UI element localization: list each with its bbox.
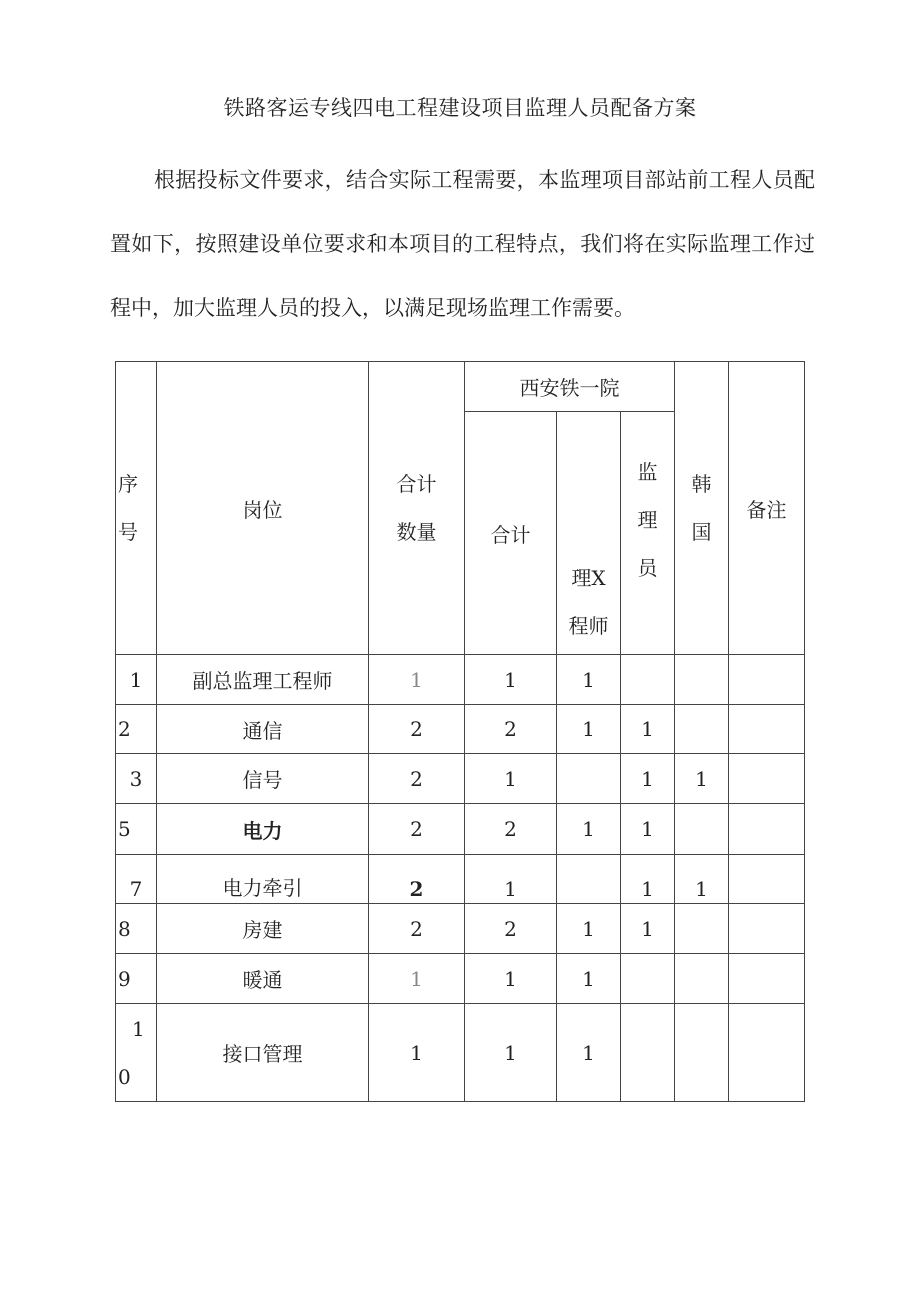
table-row — [116, 804, 805, 855]
header-row-1 — [116, 362, 805, 412]
row-sub-total: 1 — [465, 1004, 557, 1102]
row-remarks — [729, 705, 805, 754]
header-supervisor-line3: 员 — [637, 556, 658, 580]
row-seq-line1: 1 — [132, 1016, 145, 1041]
table-row — [116, 655, 805, 705]
row-seq: 9 — [116, 954, 157, 1004]
row-remarks — [729, 954, 805, 1004]
row-korea — [675, 655, 729, 705]
row-position: 电力 — [157, 804, 369, 855]
row-supervisor: 1 — [621, 855, 675, 904]
row-korea — [675, 804, 729, 855]
header-seq — [116, 362, 157, 655]
row-seq: 2 — [116, 705, 157, 754]
row-seq: 5 — [116, 804, 157, 855]
row-korea — [675, 904, 729, 954]
row-korea: 1 — [675, 855, 729, 904]
header-group: 西安铁一院 — [465, 362, 675, 412]
row-seq — [116, 1004, 157, 1102]
header-supervisor-line2: 理 — [637, 508, 658, 532]
header-seq-line2: 号 — [118, 520, 138, 544]
header-korea-line1: 韩 — [691, 472, 712, 496]
row-remarks — [729, 655, 805, 705]
table-row — [116, 904, 805, 954]
row-seq: 7 — [116, 855, 157, 904]
header-supervisor — [621, 412, 675, 655]
row-total: 1 — [369, 1004, 465, 1102]
row-total: 2 — [369, 705, 465, 754]
row-total: 2 — [369, 754, 465, 804]
table-row — [116, 855, 805, 904]
row-seq: 1 — [116, 655, 157, 705]
row-total: 2 — [369, 855, 465, 904]
row-sub-total: 2 — [465, 804, 557, 855]
row-korea — [675, 1004, 729, 1102]
row-position: 房建 — [157, 904, 369, 954]
row-remarks — [729, 904, 805, 954]
row-position: 通信 — [157, 705, 369, 754]
row-korea — [675, 705, 729, 754]
row-position: 暖通 — [157, 954, 369, 1004]
row-position: 电力牵引 — [157, 855, 369, 904]
row-seq-line2: 0 — [118, 1064, 131, 1089]
row-remarks — [729, 855, 805, 904]
row-engineer: 1 — [557, 954, 621, 1004]
row-seq: 3 — [116, 754, 157, 804]
row-supervisor: 1 — [621, 904, 675, 954]
row-supervisor: 1 — [621, 804, 675, 855]
row-position: 接口管理 — [157, 1004, 369, 1102]
row-supervisor: 1 — [621, 705, 675, 754]
row-engineer: 1 — [557, 804, 621, 855]
intro-paragraph: 根据投标文件要求，结合实际工程需要，本监理项目部站前工程人员配置如下，按照建设单位要求和本项目的工程特点，我们将在实际监理工作过程中，加大监理人员的投入，以满足现场监理工作需要。 — [110, 168, 815, 320]
header-korea-line2: 国 — [691, 520, 712, 544]
row-supervisor — [621, 954, 675, 1004]
header-total-line1: 合计 — [396, 472, 437, 496]
header-engineer — [557, 412, 621, 655]
row-position: 信号 — [157, 754, 369, 804]
table-row — [116, 754, 805, 804]
header-position: 岗位 — [157, 362, 369, 655]
header-total — [369, 362, 465, 655]
row-remarks — [729, 804, 805, 855]
document-title: 铁路客运专线四电工程建设项目监理人员配备方案 — [223, 96, 697, 120]
row-engineer: 1 — [557, 904, 621, 954]
header-seq-line1: 序 — [118, 472, 138, 496]
row-position: 副总监理工程师 — [157, 655, 369, 705]
header-sub-total-text: 合计 — [490, 522, 531, 547]
row-total: 2 — [369, 904, 465, 954]
row-total: 1 — [369, 954, 465, 1004]
row-seq: 8 — [116, 904, 157, 954]
row-engineer: 1 — [557, 1004, 621, 1102]
row-engineer — [557, 754, 621, 804]
header-engineer-line1: 理X — [571, 566, 606, 590]
row-engineer — [557, 855, 621, 904]
row-total: 1 — [369, 655, 465, 705]
row-total: 2 — [369, 804, 465, 855]
staffing-table — [115, 361, 805, 1102]
row-supervisor — [621, 1004, 675, 1102]
header-remarks: 备注 — [729, 362, 805, 655]
table-row — [116, 705, 805, 754]
row-korea — [675, 954, 729, 1004]
row-sub-total: 1 — [465, 954, 557, 1004]
row-sub-total: 1 — [465, 655, 557, 705]
row-engineer: 1 — [557, 655, 621, 705]
row-engineer: 1 — [557, 705, 621, 754]
header-engineer-line2: 程师 — [568, 614, 609, 638]
header-sub-total — [465, 412, 557, 655]
header-korea — [675, 362, 729, 655]
header-total-line2: 数量 — [396, 520, 437, 544]
row-korea: 1 — [675, 754, 729, 804]
row-sub-total: 2 — [465, 705, 557, 754]
row-sub-total: 2 — [465, 904, 557, 954]
row-remarks — [729, 1004, 805, 1102]
table-row — [116, 1004, 805, 1102]
row-supervisor: 1 — [621, 754, 675, 804]
header-supervisor-line1: 监 — [637, 460, 658, 484]
row-remarks — [729, 754, 805, 804]
row-supervisor — [621, 655, 675, 705]
row-sub-total: 1 — [465, 754, 557, 804]
row-sub-total: 1 — [465, 855, 557, 904]
table-row — [116, 954, 805, 1004]
